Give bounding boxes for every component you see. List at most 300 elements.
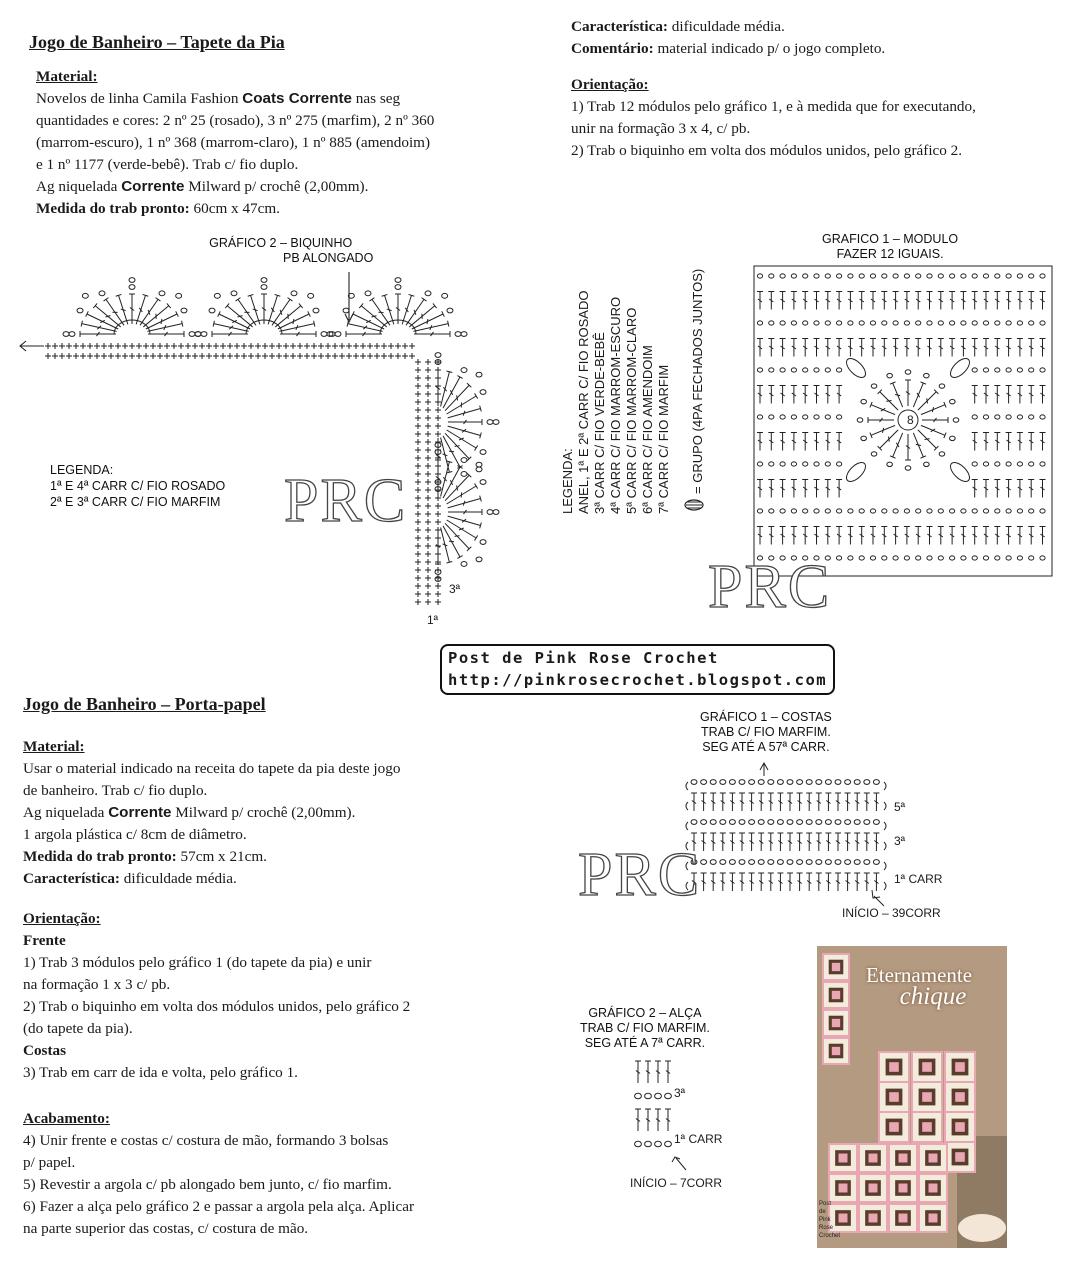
- turn-chain: [884, 822, 886, 830]
- chain-stitch-mark: [983, 274, 988, 278]
- chain-stitch-mark: [961, 321, 966, 325]
- dc-stitch-bar: [455, 536, 460, 537]
- chain-stitch-mark: [476, 462, 482, 467]
- chain-stitch-mark: [1006, 321, 1011, 325]
- porta-material-label: Material:: [23, 738, 85, 755]
- tapete-orientacao-line-2: unir na formação 3 x 4, c/ pb.: [571, 120, 751, 137]
- chain-stitch-mark: [739, 820, 745, 825]
- dc-stitch-top: [475, 535, 478, 540]
- porta-papel-title: Jogo de Banheiro – Porta-papel: [23, 694, 266, 714]
- dc-stitch-bar: [932, 407, 933, 412]
- chain-stitch-mark: [995, 462, 1000, 466]
- chain-stitch-mark: [972, 509, 977, 513]
- chain-stitch-mark: [231, 291, 237, 296]
- dc-stitch-top: [446, 371, 452, 372]
- chain-stitch-mark: [780, 509, 785, 513]
- chain-stitch-mark: [870, 509, 875, 513]
- costas-chart: [684, 760, 894, 910]
- chain-stitch-mark: [189, 332, 195, 337]
- chain-stitch-mark: [780, 368, 785, 372]
- dc-stitch-top: [475, 483, 478, 488]
- chain-stitch-mark: [1017, 509, 1022, 513]
- chain-stitch-mark: [291, 291, 297, 296]
- chain-stitch-mark: [859, 509, 864, 513]
- chain-stitch-mark: [787, 780, 793, 785]
- chain-stitch-mark: [924, 462, 930, 466]
- costas-inicio: INÍCIO – 39CORR: [842, 906, 941, 920]
- tapete-orientacao-line-1: 1) Trab 12 módulos pelo gráfico 1, e à medida que for executando,: [571, 98, 976, 115]
- chain-stitch-mark: [757, 321, 762, 325]
- modulo-title: GRAFICO 1 – MODULO FAZER 12 IGUAIS.: [822, 232, 959, 261]
- chain-stitch-mark: [870, 274, 875, 278]
- dc-stitch-bar: [455, 446, 460, 447]
- chain-stitch-mark: [864, 860, 870, 865]
- chain-stitch-mark: [905, 466, 911, 470]
- porta-acabamento-line-1: 4) Unir frente e costas c/ costura de mão, formando 3 bolsas: [23, 1132, 389, 1149]
- chain-stitch-mark: [803, 462, 808, 466]
- dc-stitch-bar: [161, 319, 162, 324]
- dc-stitch-top: [156, 298, 161, 301]
- dc-stitch-top: [104, 298, 109, 301]
- chain-stitch-mark: [938, 556, 943, 560]
- chain-stitch-mark: [882, 509, 887, 513]
- tapete-medida: Medida do trab pronto: 60cm x 47cm.: [36, 200, 280, 217]
- rug-square-bottom-center: [839, 1154, 848, 1163]
- chain-stitch-mark: [1017, 556, 1022, 560]
- chain-stitch-mark: [777, 780, 783, 785]
- dc-stitch-top: [475, 445, 478, 450]
- chain-stitch-mark: [335, 332, 341, 337]
- chain-stitch-mark: [854, 860, 860, 865]
- chain-stitch-mark: [814, 321, 819, 325]
- post-credit-line: Post de Pink Rose Crochet: [448, 649, 719, 667]
- tapete-title: Jogo de Banheiro – Tapete da Pia: [29, 32, 285, 52]
- chain-stitch-mark: [701, 780, 707, 785]
- chain-stitch-mark: [870, 556, 875, 560]
- chain-stitch-mark: [873, 780, 879, 785]
- chain-stitch-mark: [927, 274, 932, 278]
- chain-stitch-mark: [261, 278, 267, 283]
- chain-stitch-mark: [791, 462, 796, 466]
- chain-stitch-mark: [797, 820, 803, 825]
- chain-stitch-mark: [493, 510, 499, 515]
- chain-stitch-mark: [635, 1141, 642, 1146]
- chain-stitch-mark: [814, 368, 819, 372]
- porta-acabamento-line-4: 6) Fazer a alça pelo gráfico 2 e passar a argola pela alça. Aplicar: [23, 1198, 415, 1215]
- chain-stitch-mark: [803, 415, 808, 419]
- chain-stitch-mark: [1029, 415, 1034, 419]
- chain-stitch-mark: [916, 274, 921, 278]
- modulo-border: [754, 266, 1052, 576]
- chain-stitch-mark: [904, 274, 909, 278]
- porta-material-line-2: de banheiro. Trab c/ fio duplo.: [23, 782, 208, 799]
- chain-stitch-mark: [749, 860, 755, 865]
- chain-stitch-mark: [893, 274, 898, 278]
- chain-stitch-mark: [845, 780, 851, 785]
- chain-stitch-mark: [972, 368, 977, 372]
- chain-stitch-mark: [710, 820, 716, 825]
- chain-stitch-mark: [1017, 368, 1022, 372]
- chain-stitch-mark: [442, 293, 448, 298]
- chain-stitch-mark: [1029, 509, 1034, 513]
- chain-stitch-mark: [939, 384, 945, 388]
- chain-stitch-mark: [769, 415, 774, 419]
- rug-square-top-center: [955, 1152, 965, 1162]
- grupo-symbol: [843, 355, 868, 380]
- chain-stitch-mark: [859, 321, 864, 325]
- modulo-chart: [750, 262, 1056, 580]
- chain-stitch-mark: [864, 780, 870, 785]
- porta-material-line-3: Ag niquelada Corrente Milward p/ crochê (2,00mm).: [23, 804, 356, 821]
- chain-stitch-mark: [787, 820, 793, 825]
- dc-stitch-bar: [886, 400, 891, 401]
- chain-stitch-mark: [825, 509, 830, 513]
- turn-chain: [686, 782, 688, 790]
- chain-stitch-mark: [757, 415, 762, 419]
- dc-stitch-bar: [916, 444, 921, 445]
- chain-stitch-mark: [916, 321, 921, 325]
- chain-stitch-mark: [176, 293, 182, 298]
- chain-stitch-mark: [854, 820, 860, 825]
- porta-costas-line-1: 3) Trab em carr de ida e volta, pelo gráfico 1.: [23, 1064, 298, 1081]
- chain-stitch-mark: [476, 372, 482, 377]
- chain-stitch-mark: [905, 370, 911, 374]
- chain-stitch-mark: [995, 415, 1000, 419]
- rug-square-top-center: [922, 1122, 932, 1132]
- tapete-material-block: [36, 66, 434, 220]
- chain-stitch-mark: [825, 820, 831, 825]
- chain-stitch-mark: [321, 332, 327, 337]
- chain-stitch-mark: [82, 293, 88, 298]
- chain-stitch-mark: [893, 556, 898, 560]
- rug-square-top-center: [889, 1122, 899, 1132]
- modulo-center-number: 8: [907, 413, 914, 427]
- chain-stitch-mark: [950, 509, 955, 513]
- rug-square-top-center: [955, 1122, 965, 1132]
- chain-stitch-mark: [768, 820, 774, 825]
- chain-stitch-mark: [1006, 509, 1011, 513]
- chain-stitch-mark: [461, 458, 467, 463]
- porta-frente-line-3: 2) Trab o biquinho em volta dos módulos unidos, pelo gráfico 2: [23, 998, 411, 1015]
- chain-stitch-mark: [1029, 462, 1034, 466]
- costas-title: GRÁFICO 1 – COSTAS TRAB C/ FIO MARFIM. SEG ATÉ A 57ª CARR.: [700, 710, 832, 754]
- chain-stitch-mark: [768, 780, 774, 785]
- dc-stitch-top: [448, 321, 449, 327]
- chain-stitch-mark: [655, 1141, 662, 1146]
- chain-stitch-mark: [835, 820, 841, 825]
- chain-stitch-mark: [950, 399, 956, 403]
- biquinho-row-1: 1ª: [427, 613, 439, 627]
- chain-stitch-mark: [904, 556, 909, 560]
- soap-dish: [958, 1214, 1006, 1242]
- chain-stitch-mark: [972, 321, 977, 325]
- chain-stitch-mark: [769, 368, 774, 372]
- dc-stitch-bar: [925, 439, 930, 440]
- chain-stitch-mark: [769, 274, 774, 278]
- chain-stitch-mark: [214, 293, 220, 298]
- rug-square-bottom-center: [929, 1214, 938, 1223]
- chain-stitch-mark: [425, 291, 431, 296]
- chain-stitch-mark: [777, 860, 783, 865]
- dc-stitch-top: [236, 298, 241, 301]
- chain-stitch-mark: [487, 420, 493, 425]
- chain-stitch-mark: [710, 780, 716, 785]
- chain-stitch-mark: [1006, 368, 1011, 372]
- porta-acabamento-line-3: 5) Revestir a argola c/ pb alongado bem junto, c/ fio marfim.: [23, 1176, 392, 1193]
- chain-stitch-mark: [455, 332, 461, 337]
- chain-stitch-mark: [806, 860, 812, 865]
- chain-stitch-mark: [791, 509, 796, 513]
- chain-stitch-mark: [1006, 462, 1011, 466]
- chain-stitch-mark: [871, 452, 877, 456]
- chain-stitch-mark: [645, 1141, 652, 1146]
- costas-row-3: 3ª: [894, 834, 906, 848]
- rug-square-bottom-center: [899, 1214, 908, 1223]
- dc-stitch-top: [370, 298, 375, 301]
- chain-stitch-mark: [797, 860, 803, 865]
- chain-stitch-mark: [729, 780, 735, 785]
- chain-stitch-mark: [1040, 556, 1045, 560]
- tapete-material-line-4: e 1 nº 1177 (verde-bebê). Trab c/ fio duplo.: [36, 156, 299, 173]
- chain-stitch-mark: [343, 308, 349, 313]
- chain-stitch-mark: [995, 556, 1000, 560]
- chain-stitch-mark: [825, 274, 830, 278]
- tapete-material-line-1: Novelos de linha Camila Fashion Coats Corrente nas seg: [36, 90, 401, 107]
- blog-url[interactable]: http://pinkrosecrochet.blogspot.com: [448, 671, 828, 689]
- turn-chain: [686, 822, 688, 830]
- chain-stitch-mark: [1040, 509, 1045, 513]
- chain-stitch-mark: [365, 291, 371, 296]
- chain-stitch-mark: [814, 509, 819, 513]
- chain-stitch-mark: [1006, 274, 1011, 278]
- chain-stitch-mark: [814, 274, 819, 278]
- chain-stitch-mark: [99, 291, 105, 296]
- dc-stitch-bar: [371, 316, 376, 317]
- biquinho-row-3: 3ª: [449, 582, 461, 596]
- chain-stitch-mark: [739, 860, 745, 865]
- tapete-material-line-3: (marrom-escuro), 1 nº 368 (marrom-claro), 1 nº 885 (amendoim): [36, 134, 431, 151]
- chain-stitch-mark: [780, 415, 785, 419]
- dc-stitch-bar: [888, 437, 889, 442]
- hanger-square-center: [832, 1047, 840, 1055]
- chain-stitch-mark: [873, 860, 879, 865]
- chain-stitch-mark: [1040, 368, 1045, 372]
- chain-stitch-mark: [395, 285, 401, 290]
- porta-acabamento-line-5: na parte superior das costas, c/ costura de mão.: [23, 1220, 309, 1237]
- chain-stitch-mark: [720, 820, 726, 825]
- chain-stitch-mark: [1017, 462, 1022, 466]
- porta-costas-label: Costas: [23, 1042, 67, 1059]
- chain-stitch-mark: [791, 415, 796, 419]
- chain-stitch-mark: [720, 860, 726, 865]
- cover-title: Eternamente chique: [865, 963, 973, 1010]
- chain-stitch-mark: [983, 415, 988, 419]
- chain-stitch-mark: [927, 321, 932, 325]
- chain-stitch-mark: [845, 860, 851, 865]
- chain-stitch-mark: [859, 556, 864, 560]
- chain-stitch-mark: [835, 780, 841, 785]
- chain-stitch-mark: [710, 860, 716, 865]
- dc-stitch-top: [422, 298, 427, 301]
- chain-stitch-mark: [861, 436, 867, 440]
- dc-stitch-top: [314, 321, 315, 327]
- chain-stitch-mark: [893, 509, 898, 513]
- chain-stitch-mark: [825, 368, 830, 372]
- porta-material-line-4: 1 argola plástica c/ 8cm de diâmetro.: [23, 826, 247, 843]
- chain-stitch-mark: [780, 274, 785, 278]
- chain-stitch-mark: [1040, 462, 1045, 466]
- rug-square-top-center: [955, 1062, 965, 1072]
- porta-papel-block: [23, 736, 414, 1240]
- chain-stitch-mark: [758, 820, 764, 825]
- dc-stitch-top: [182, 321, 183, 327]
- chain-stitch-mark: [848, 509, 853, 513]
- chain-stitch-mark: [837, 274, 842, 278]
- rug-square-bottom-center: [869, 1214, 878, 1223]
- chain-stitch-mark: [845, 820, 851, 825]
- chain-stitch-mark: [887, 373, 893, 377]
- chain-stitch-mark: [873, 820, 879, 825]
- turn-chain: [884, 782, 886, 790]
- dc-stitch-top: [347, 321, 348, 327]
- watermark-3: PRC: [578, 841, 702, 909]
- chain-stitch-mark: [768, 860, 774, 865]
- chain-stitch-mark: [1029, 556, 1034, 560]
- chain-stitch-mark: [857, 418, 863, 422]
- cover-photo: [817, 946, 1007, 1248]
- chain-stitch-mark: [806, 780, 812, 785]
- chain-stitch-mark: [972, 415, 977, 419]
- alca-row-3: 3ª: [674, 1086, 686, 1100]
- chain-stitch-mark: [848, 274, 853, 278]
- chain-stitch-mark: [995, 274, 1000, 278]
- porta-orientacao-label: Orientação:: [23, 910, 101, 927]
- chain-stitch-mark: [480, 540, 486, 545]
- rug-square-bottom-center: [839, 1184, 848, 1193]
- chain-stitch-mark: [995, 368, 1000, 372]
- chain-stitch-mark: [461, 368, 467, 373]
- chain-stitch-mark: [803, 509, 808, 513]
- chain-stitch-mark: [201, 332, 207, 337]
- alca-row-1: 1ª CARR: [674, 1132, 723, 1146]
- chain-stitch-mark: [837, 368, 842, 372]
- rug-square-top-center: [922, 1062, 932, 1072]
- chain-stitch-mark: [749, 820, 755, 825]
- tapete-material-line-2: quantidades e cores: 2 nº 25 (rosado), 3 nº 275 (marfim), 2 nº 360: [36, 112, 435, 129]
- chain-stitch-mark: [837, 556, 842, 560]
- biquinho-chart: [14, 262, 534, 634]
- grupo-symbol: [947, 459, 972, 484]
- chain-stitch-mark: [791, 368, 796, 372]
- chain-stitch-mark: [939, 452, 945, 456]
- dc-stitch-bar: [457, 395, 458, 400]
- chain-stitch-mark: [758, 780, 764, 785]
- tapete-material-label: Material:: [36, 68, 98, 85]
- chain-stitch-mark: [691, 820, 697, 825]
- porta-caracteristica: Característica: dificuldade média.: [23, 870, 237, 887]
- chain-stitch-mark: [916, 556, 921, 560]
- rug-square-top-center: [955, 1092, 965, 1102]
- modulo-legend: LEGENDA: ANEL, 1ª E 2ª CARR C/ FIO ROSADO 3ª CARR C/ FIO VERDE-BEBÊ 4ª CARR C/ FIO MARROM-ESCURO 5ª CARR C/ FIO MARROM-CLARO 6ª CARR C/ FIO AMENDOIM 7ª CARR C/ FIO MARFIM: [560, 290, 671, 514]
- chain-stitch-mark: [791, 274, 796, 278]
- chain-stitch-mark: [995, 509, 1000, 513]
- chain-stitch-mark: [854, 780, 860, 785]
- chain-stitch-mark: [797, 780, 803, 785]
- chain-stitch-mark: [950, 556, 955, 560]
- chain-stitch-mark: [749, 780, 755, 785]
- tapete-orientacao-label: Orientação:: [571, 76, 649, 93]
- chain-stitch-mark: [953, 418, 959, 422]
- chain-stitch-mark: [983, 368, 988, 372]
- porta-medida: Medida do trab pronto: 57cm x 21cm.: [23, 848, 267, 865]
- chain-stitch-mark: [825, 321, 830, 325]
- chain-stitch-mark: [837, 509, 842, 513]
- chain-stitch-mark: [645, 1093, 652, 1098]
- dc-stitch-bar: [449, 541, 454, 542]
- chain-stitch-mark: [983, 321, 988, 325]
- chain-stitch-mark: [435, 353, 441, 358]
- chain-stitch-mark: [1017, 321, 1022, 325]
- chain-stitch-mark: [983, 462, 988, 466]
- chain-stitch-mark: [480, 390, 486, 395]
- chain-stitch-mark: [1029, 368, 1034, 372]
- chain-stitch-mark: [1040, 415, 1045, 419]
- chain-stitch-mark: [757, 368, 762, 372]
- chain-stitch-mark: [493, 420, 499, 425]
- cover-credit: Post de Pink Rose Crochet: [819, 1201, 841, 1239]
- costas-row-5: 5ª: [894, 800, 906, 814]
- porta-material-line-1: Usar o material indicado na receita do tapete da pia deste jogo: [23, 760, 401, 777]
- chain-stitch-mark: [665, 1093, 672, 1098]
- chain-stitch-mark: [447, 308, 453, 313]
- chain-stitch-mark: [825, 860, 831, 865]
- chain-stitch-mark: [803, 368, 808, 372]
- grupo-symbol-icon: [683, 492, 705, 518]
- chain-stitch-mark: [1006, 415, 1011, 419]
- chain-stitch-mark: [848, 556, 853, 560]
- chain-stitch-mark: [635, 1093, 642, 1098]
- dc-stitch-bar: [105, 316, 110, 317]
- chain-stitch-mark: [308, 293, 314, 298]
- chain-stitch-mark: [859, 274, 864, 278]
- turn-chain: [686, 802, 688, 810]
- chain-stitch-mark: [181, 308, 187, 313]
- rug-square-top-center: [889, 1062, 899, 1072]
- alca-title: GRÁFICO 2 – ALÇA TRAB C/ FIO MARFIM. SEG ATÉ A 7ª CARR.: [580, 1006, 710, 1050]
- chain-stitch-mark: [972, 556, 977, 560]
- chain-stitch-mark: [487, 510, 493, 515]
- chain-stitch-mark: [476, 557, 482, 562]
- chain-stitch-mark: [882, 556, 887, 560]
- chain-stitch-mark: [961, 556, 966, 560]
- chain-stitch-mark: [835, 860, 841, 865]
- chain-stitch-mark: [927, 509, 932, 513]
- chain-stitch-mark: [77, 308, 83, 313]
- dc-stitch-bar: [427, 319, 428, 324]
- chain-stitch-mark: [825, 415, 830, 419]
- chain-stitch-mark: [461, 472, 467, 477]
- modulo-grupo-label: = GRUPO (4PA FECHADOS JUNTOS): [690, 268, 705, 494]
- chain-stitch-mark: [739, 780, 745, 785]
- chain-stitch-mark: [665, 1141, 672, 1146]
- chain-stitch-mark: [757, 274, 762, 278]
- rug-square-top-center: [922, 1092, 932, 1102]
- porta-frente-line-4: (do tapete da pia).: [23, 1020, 133, 1037]
- chain-stitch-mark: [995, 321, 1000, 325]
- rug-square-bottom-center: [899, 1154, 908, 1163]
- porta-frente-line-1: 1) Trab 3 módulos pelo gráfico 1 (do tapete da pia) e unir: [23, 954, 372, 971]
- chain-stitch-mark: [461, 332, 467, 337]
